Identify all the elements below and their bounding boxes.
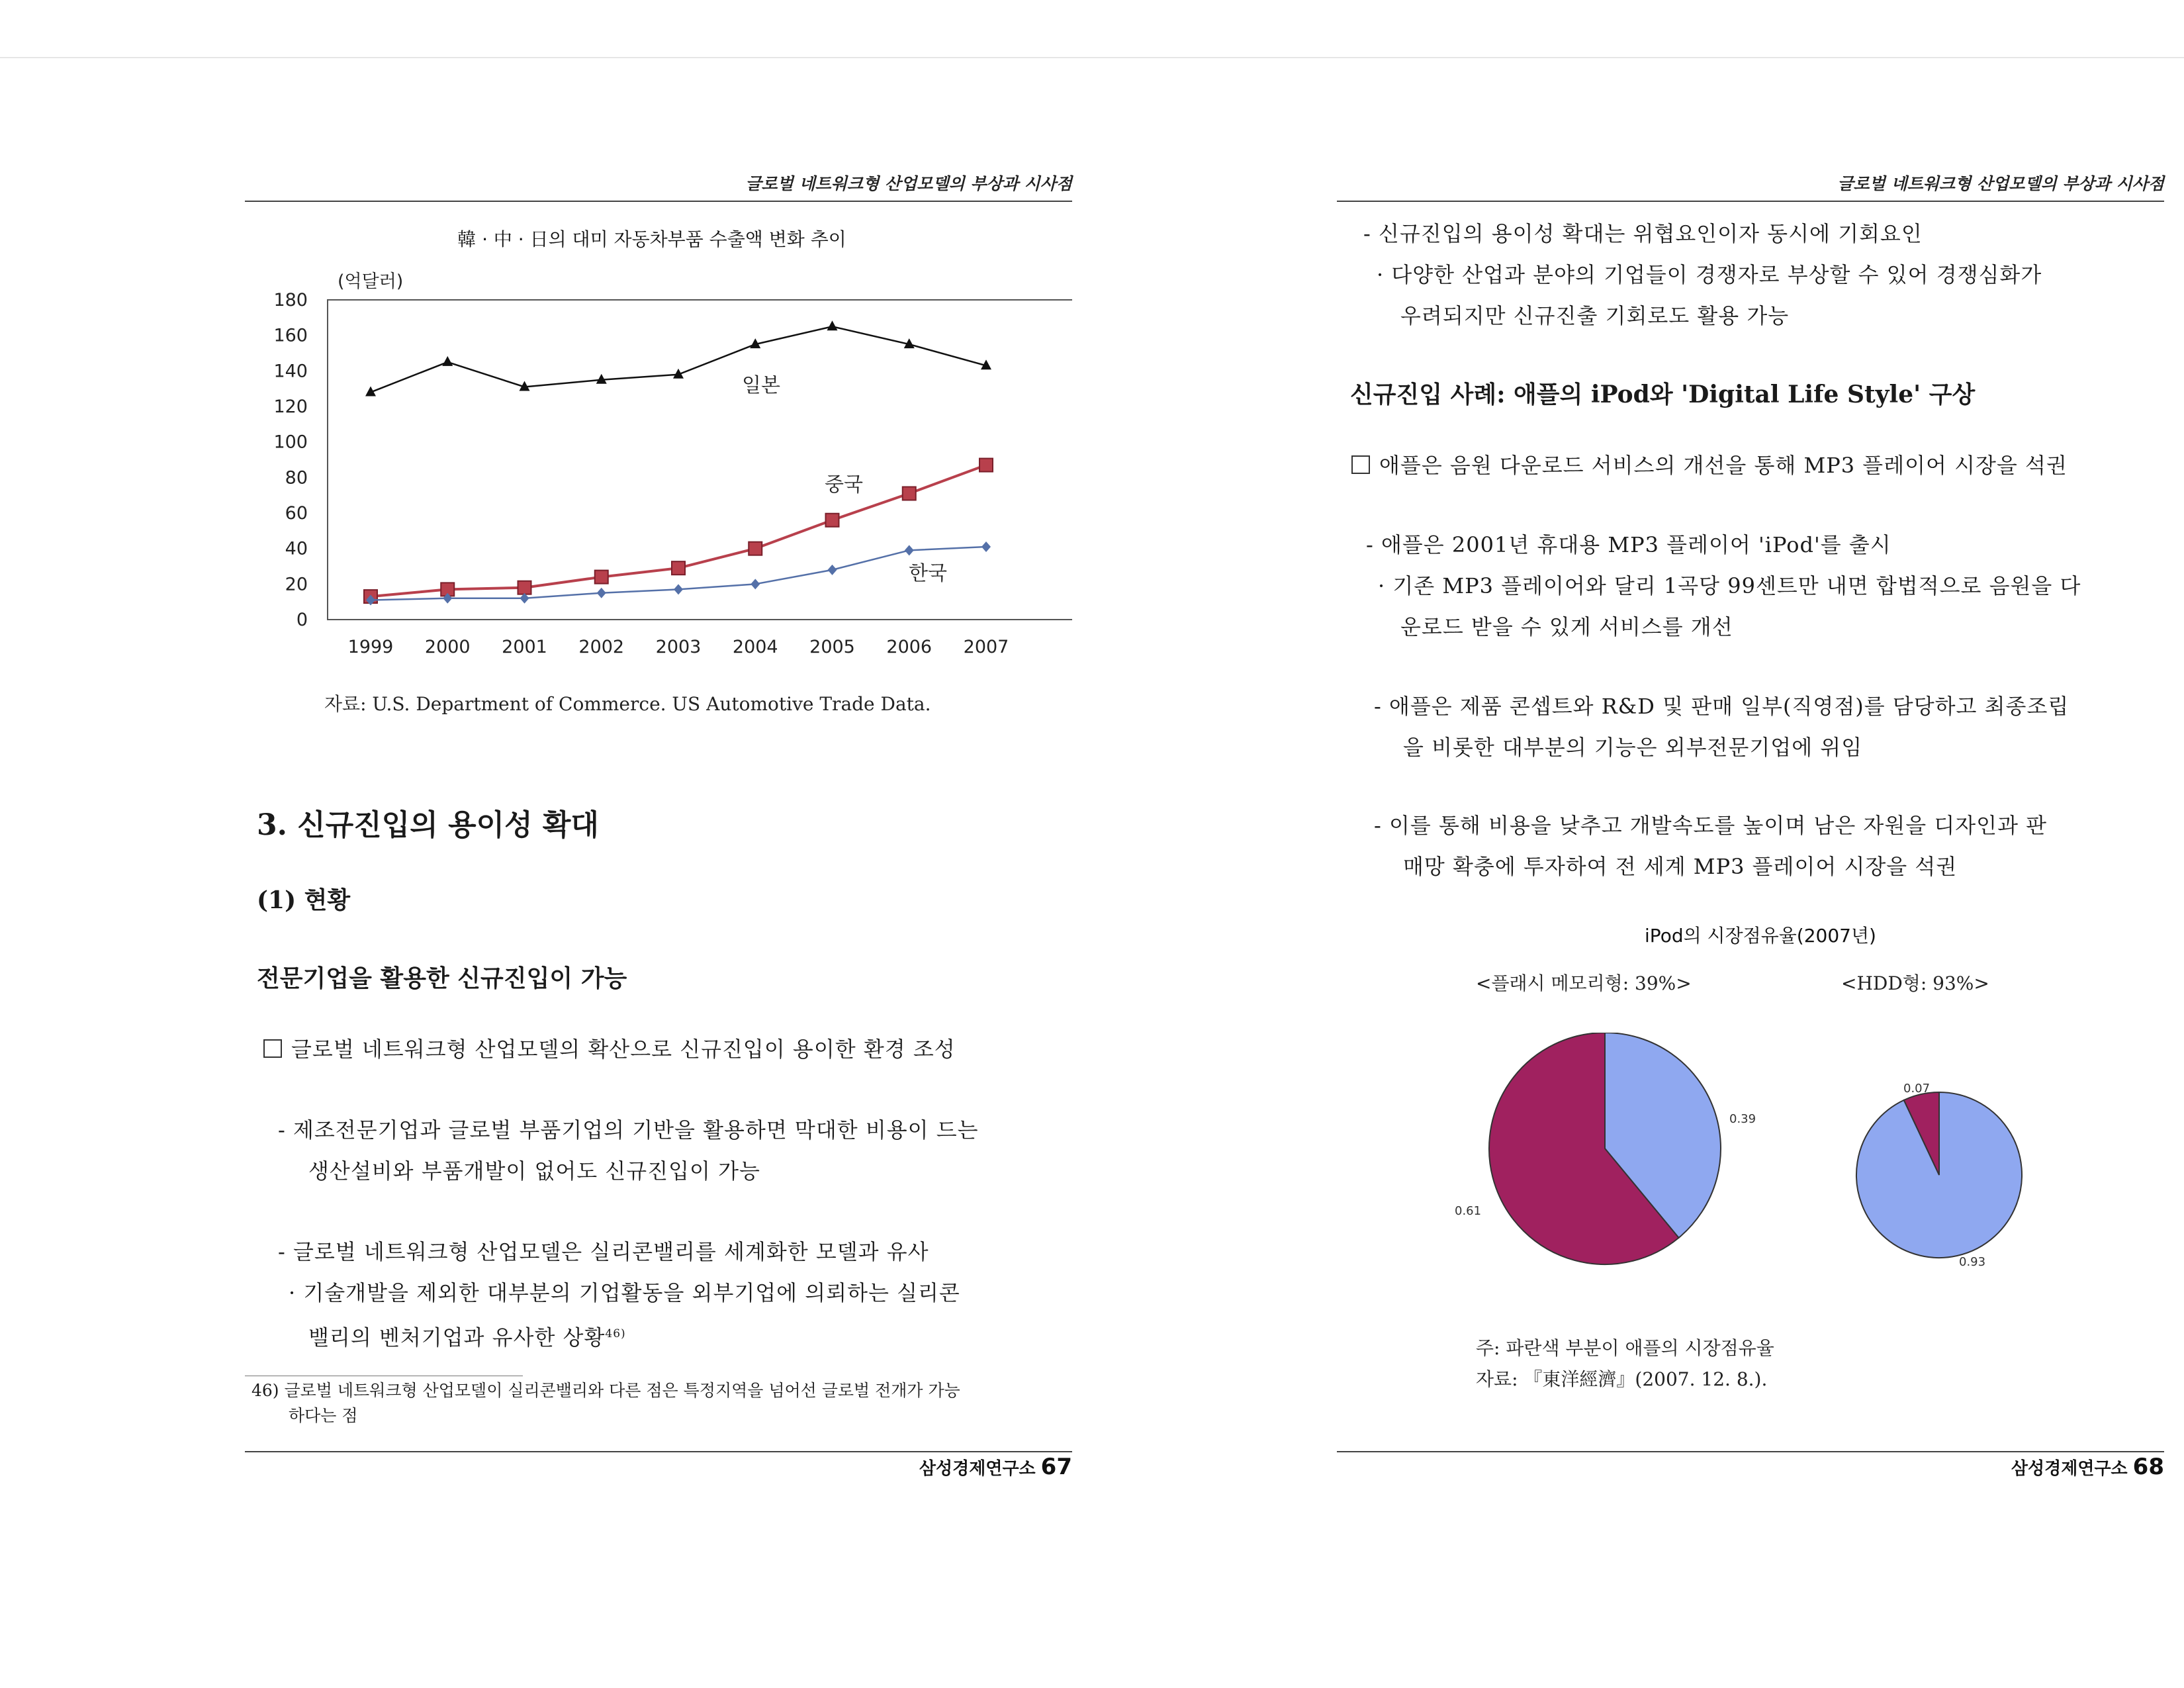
series-lines (364, 320, 993, 605)
y-tick-label: 60 (285, 503, 308, 524)
y-tick-label: 0 (296, 610, 308, 630)
x-tick-label: 2005 (809, 637, 855, 657)
x-axis-ticks (348, 637, 1009, 657)
x-tick-label: 2006 (886, 637, 933, 657)
series-label: 일본 (742, 374, 780, 397)
x-tick-label: 2007 (963, 637, 1009, 657)
section-title: 3. 신규진입의 용이성 확대 (257, 808, 599, 842)
data-point (597, 588, 606, 598)
y-tick-label: 180 (273, 290, 308, 310)
pie1-caption: <플래시 메모리형: 39%> (1476, 972, 1692, 994)
plot-frame (328, 300, 1072, 620)
data-point (979, 459, 993, 472)
footer-org: 삼성경제연구소 (2011, 1459, 2128, 1479)
pie-charts (1436, 1033, 2065, 1284)
footer-org: 삼성경제연구소 (919, 1459, 1036, 1479)
checkbox-square-icon (263, 1039, 282, 1058)
data-point (595, 571, 608, 584)
header-rule (245, 201, 1072, 202)
pie-note: 주: 파란색 부분이 애플의 시장점유율 (1476, 1337, 1774, 1359)
data-point (826, 514, 839, 527)
pie-chart-title: iPod의 시장점유율(2007년) (1645, 925, 1876, 947)
data-point (442, 356, 453, 366)
data-point (981, 541, 991, 552)
page-68 (1337, 0, 2164, 1688)
data-point (827, 320, 838, 330)
running-header: 글로벌 네트워크형 산업모델의 부상과 시사점 (1837, 174, 2164, 193)
x-tick-label: 2002 (578, 637, 625, 657)
dot-item-1-line-2 (308, 1313, 626, 1358)
page-67 (245, 0, 1072, 1688)
data-point (905, 545, 914, 555)
y-axis-ticks (273, 290, 308, 630)
y-tick-label: 160 (273, 325, 308, 346)
data-point (674, 584, 683, 594)
dash-item-2: - 글로벌 네트워크형 산업모델은 실리콘밸리를 세계화한 모델과 유사 (278, 1239, 929, 1264)
bullet-main-text: 글로벌 네트워크형 산업모델의 확산으로 신규진입이 용이한 환경 조성 (291, 1037, 956, 1062)
data-point (751, 579, 760, 589)
page-footer (2011, 1454, 2164, 1480)
data-point (749, 542, 762, 555)
bullet-main (1351, 445, 2068, 486)
dot-item-a-line-2: 우려되지만 신규진출 기회로도 활용 가능 (1400, 303, 1790, 328)
dash-item-1-line-1: - 제조전문기업과 글로벌 부품기업의 기반을 활용하면 막대한 비용이 드는 (278, 1117, 979, 1143)
footer-rule (245, 1451, 1072, 1452)
y-tick-label: 40 (285, 538, 308, 559)
series-label: 한국 (909, 562, 947, 585)
topic-heading: 전문기업을 활용한 신규진입이 가능 (257, 964, 627, 992)
chart-unit-label: (억달러) (338, 271, 404, 292)
pie-slice-label: 0.39 (1729, 1112, 1756, 1126)
x-tick-label: 2004 (732, 637, 778, 657)
pie-slice-label: 0.61 (1455, 1204, 1482, 1218)
series-label: 중국 (825, 473, 863, 496)
page-number: 67 (1040, 1454, 1072, 1480)
dash-item-a: - 신규진입의 용이성 확대는 위협요인이자 동시에 기회요인 (1363, 221, 1923, 246)
dot-item-b-line-2: 운로드 받을 수 있게 서비스를 개선 (1400, 614, 1733, 639)
dash-item-c-line-1: - 애플은 제품 콘셉트와 R&D 및 판매 일부(직영점)를 담당하고 최종조립 (1374, 694, 2070, 719)
x-tick-label: 2001 (502, 637, 547, 657)
data-point (828, 565, 837, 575)
dot-item-a-line-1: · 다양한 산업과 분야의 기업들이 경쟁자로 부상할 수 있어 경쟁심화가 (1377, 262, 2042, 287)
dash-item-1-line-2: 생산설비와 부품개발이 없어도 신규진입이 가능 (308, 1158, 760, 1184)
checkbox-square-icon (1351, 455, 1370, 474)
footer-rule (1337, 1451, 2164, 1452)
data-point (903, 487, 916, 500)
header-rule (1337, 201, 2164, 202)
footnote-line-1: 46) 글로벌 네트워크형 산업모델이 실리콘밸리와 다른 점은 특정지역을 넘어선 글로벌 전개가 가능 (251, 1381, 960, 1400)
line-chart-title: 韓 · 中 · 日의 대미 자동차부품 수출액 변화 추이 (457, 228, 846, 250)
running-header: 글로벌 네트워크형 산업모델의 부상과 시사점 (745, 174, 1072, 193)
x-tick-label: 2000 (424, 637, 471, 657)
pie-source: 자료: 『東洋經濟』(2007. 12. 8.). (1476, 1368, 1768, 1390)
x-tick-label: 2003 (655, 637, 702, 657)
bullet-main (263, 1029, 956, 1070)
subsection-title: (1) 현황 (257, 886, 351, 914)
y-tick-label: 80 (285, 467, 308, 489)
y-tick-label: 120 (273, 397, 308, 417)
footnote-line-2: 하다는 점 (289, 1406, 358, 1425)
dash-item-c-line-2: 을 비롯한 대부분의 기능은 외부전문기업에 위임 (1403, 735, 1863, 760)
pie2-caption: <HDD형: 93%> (1841, 972, 1989, 994)
dot-item-1-line-2-text: 밸리의 벤처기업과 유사한 상황 (308, 1325, 606, 1350)
dash-item-b: - 애플은 2001년 휴대용 MP3 플레이어 'iPod'를 출시 (1366, 532, 1891, 557)
dash-item-d-line-2: 매망 확충에 투자하여 전 세계 MP3 플레이어 시장을 석권 (1403, 854, 1958, 879)
series-labels (742, 374, 947, 585)
data-point (518, 581, 531, 594)
case-heading: 신규진입 사례: 애플의 iPod와 'Digital Life Style' 구상 (1350, 381, 1976, 408)
pie-slice-label: 0.93 (1959, 1255, 1986, 1269)
dash-item-d-line-1: - 이를 통해 비용을 낮추고 개발속도를 높이며 남은 자원을 디자인과 판 (1374, 813, 2048, 838)
dot-item-b-line-1: · 기존 MP3 플레이어와 달리 1곡당 99센트만 내면 합법적으로 음원을 다 (1378, 573, 2081, 598)
y-tick-label: 20 (285, 574, 308, 595)
line-chart (245, 252, 1072, 675)
pie-chart-hdd (1856, 1082, 2022, 1269)
series-line-2 (371, 465, 986, 597)
footnote-reference: 46) (605, 1327, 626, 1340)
bullet-main-text: 애플은 음원 다운로드 서비스의 개선을 통해 MP3 플레이어 시장을 석권 (1379, 453, 2068, 478)
y-tick-label: 100 (273, 432, 308, 453)
pie-slice-label: 0.07 (1903, 1082, 1931, 1096)
page-footer (919, 1454, 1072, 1480)
pie-chart-flash (1455, 1033, 1756, 1264)
page-number: 68 (2132, 1454, 2164, 1480)
line-chart-source: 자료: U.S. Department of Commerce. US Automotive Trade Data. (324, 693, 931, 715)
series-line-1 (371, 326, 986, 392)
data-point (672, 561, 685, 575)
x-tick-label: 1999 (347, 637, 394, 657)
y-tick-label: 140 (273, 361, 308, 382)
dot-item-1-line-1: · 기술개발을 제외한 대부분의 기업활동을 외부기업에 의뢰하는 실리콘 (289, 1280, 960, 1305)
